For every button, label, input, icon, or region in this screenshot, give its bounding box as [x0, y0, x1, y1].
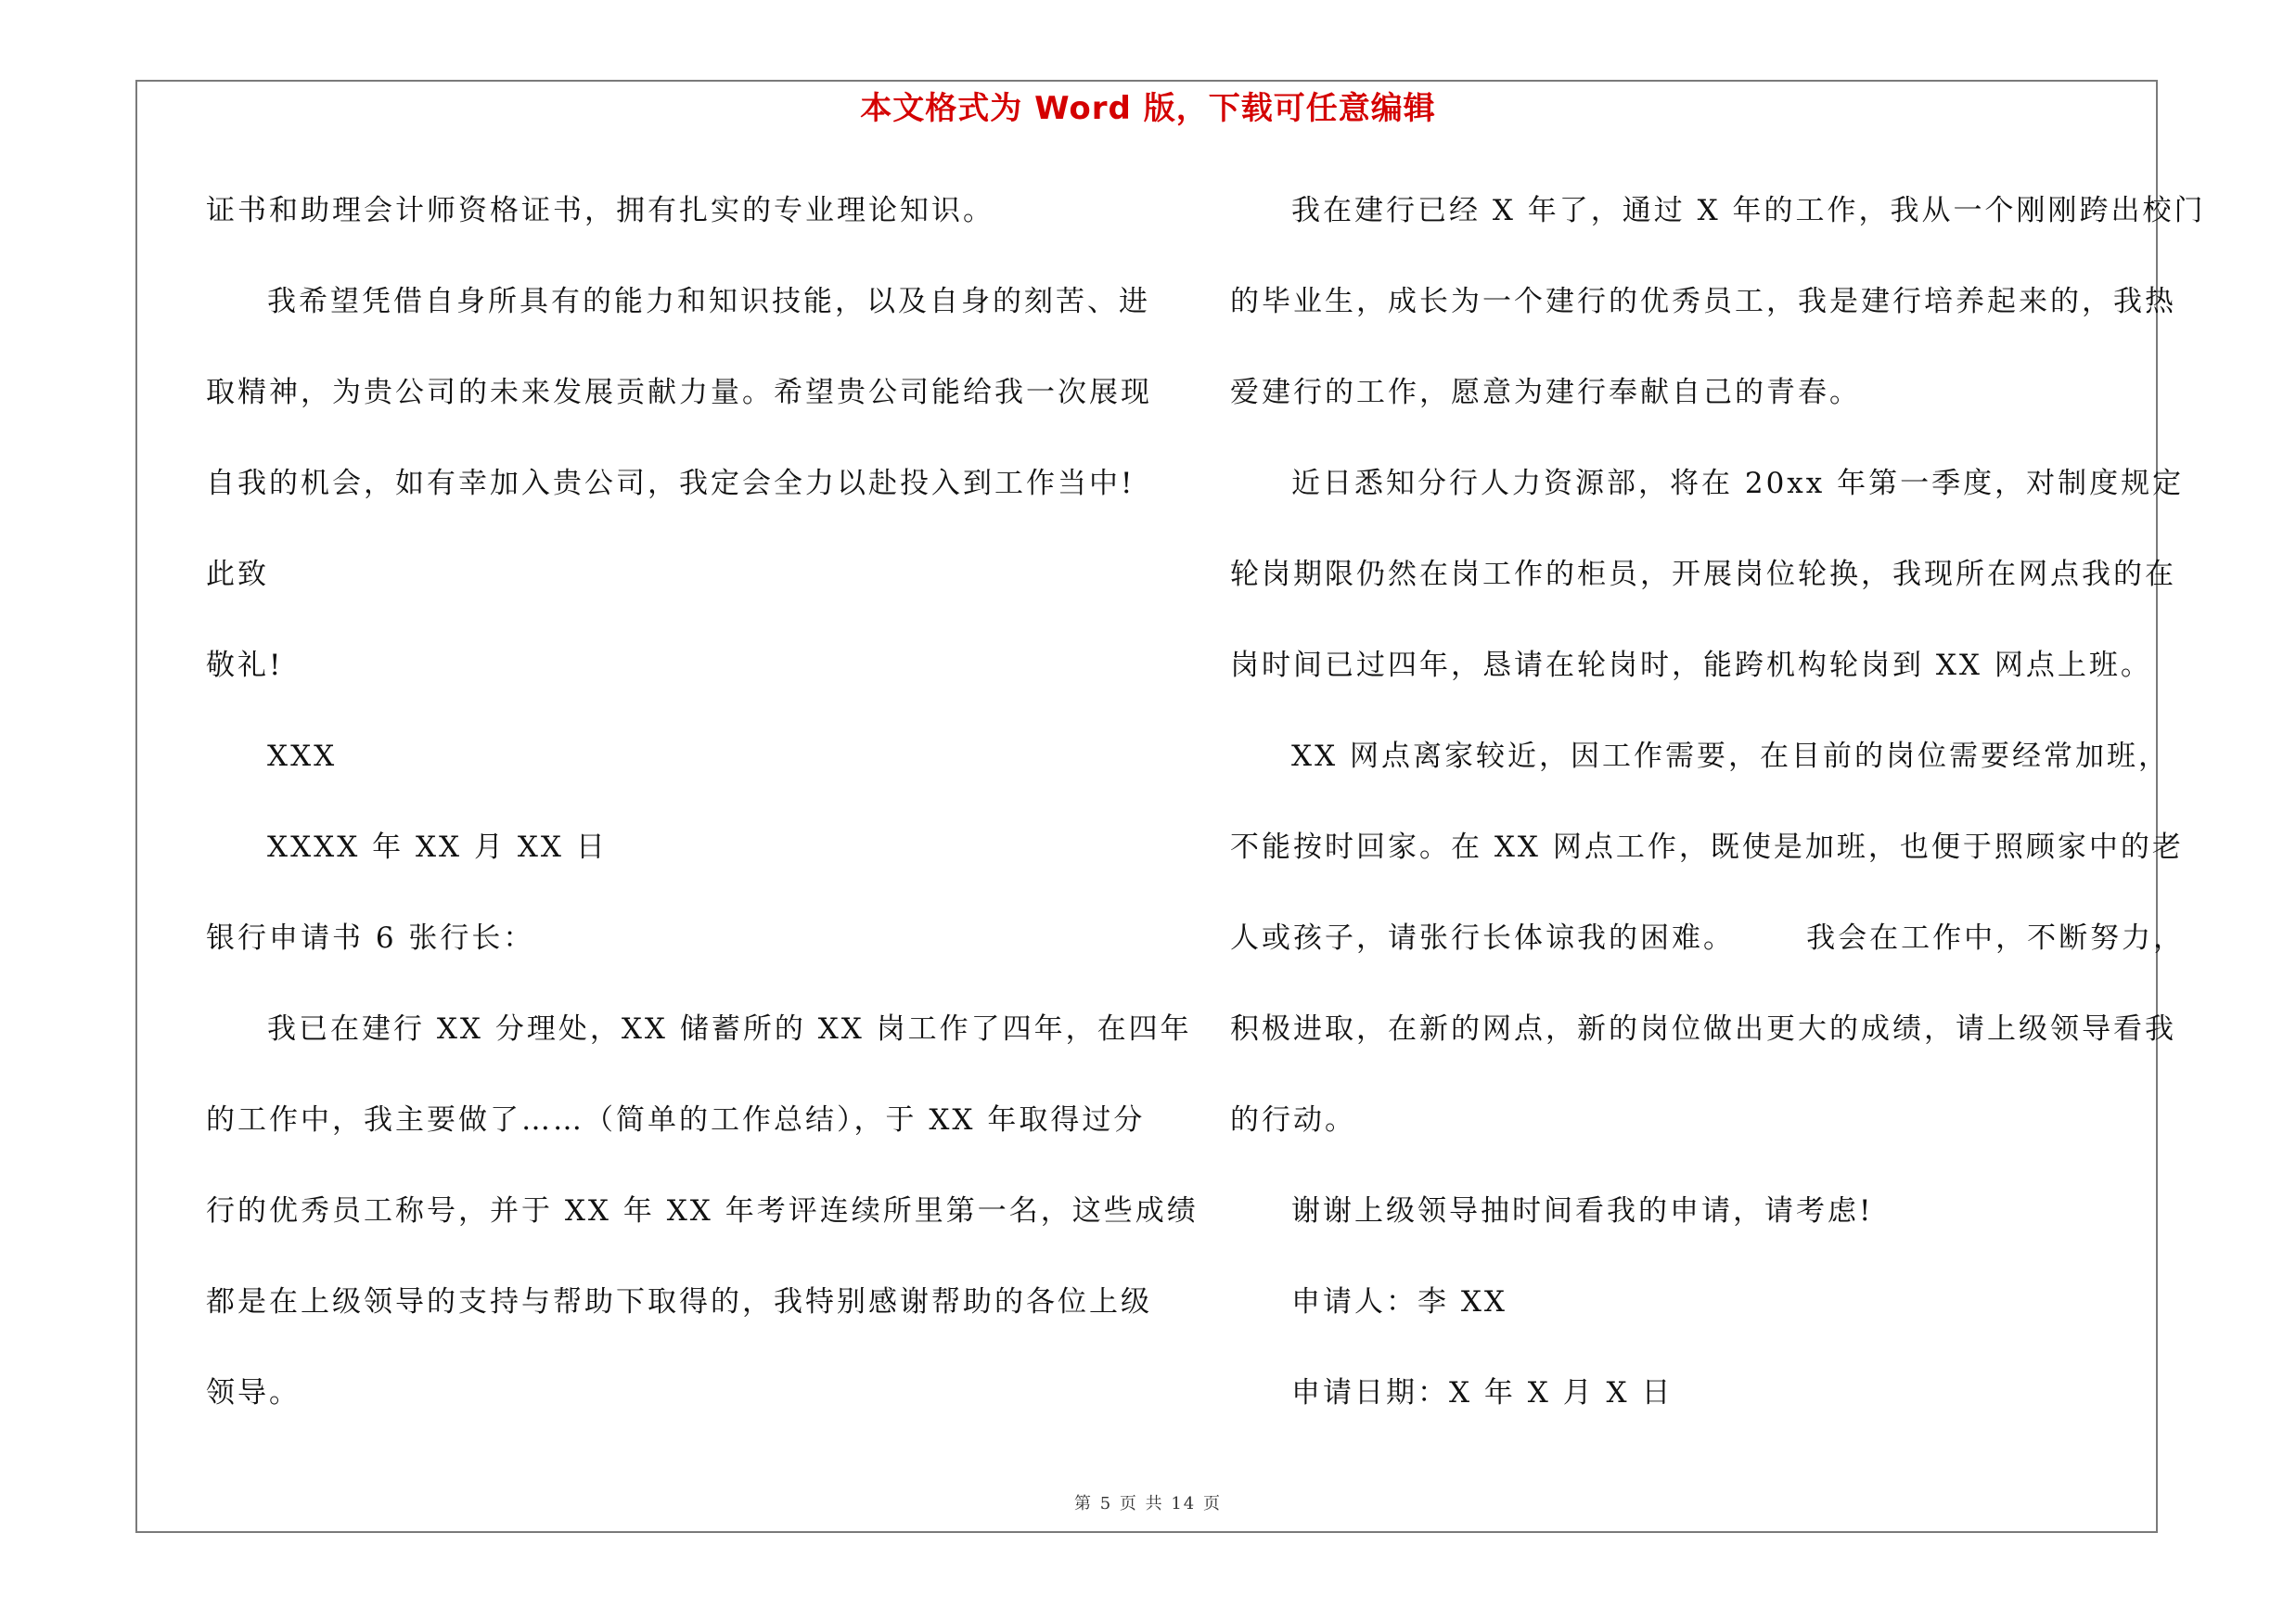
signature-date: XXXX 年 XX 月 XX 日 — [267, 831, 608, 864]
paragraph-line: 的工作中，我主要做了……（简单的工作总结），于 XX 年取得过分 — [206, 1103, 1146, 1137]
application-date: 申请日期：X 年 X 月 X 日 — [1291, 1376, 1674, 1410]
paragraph-line: 积极进取，在新的网点，新的岗位做出更大的成绩，请上级领导看我 — [1230, 1012, 2176, 1046]
closing-salutation: 此致 — [206, 558, 269, 591]
letter-heading: 银行申请书 6 张行长： — [206, 921, 535, 955]
paragraph-line: 我希望凭借自身所具有的能力和知识技能，以及自身的刻苦、进 — [267, 285, 1150, 318]
paragraph-line: 取精神，为贵公司的未来发展贡献力量。希望贵公司能给我一次展现 — [206, 376, 1152, 409]
paragraph-line: 自我的机会，如有幸加入贵公司，我定会全力以赴投入到工作当中! — [206, 467, 1135, 500]
paragraph-line: 的行动。 — [1230, 1103, 1356, 1137]
paragraph-line: 近日悉知分行人力资源部，将在 20xx 年第一季度，对制度规定 — [1291, 467, 2185, 500]
signature-name: XXX — [267, 740, 338, 773]
paragraph-line: 岗时间已过四年，恳请在轮岗时，能跨机构轮岗到 XX 网点上班。 — [1230, 649, 2152, 682]
paragraph-line: 我已在建行 XX 分理处，XX 储蓄所的 XX 岗工作了四年，在四年 — [267, 1012, 1192, 1046]
paragraph-line: 都是在上级领导的支持与帮助下取得的，我特别感谢帮助的各位上级 — [206, 1285, 1152, 1319]
paragraph-line: 证书和助理会计师资格证书，拥有扎实的专业理论知识。 — [206, 194, 994, 227]
paragraph-line: 领导。 — [206, 1376, 301, 1410]
applicant-name: 申请人：李 XX — [1291, 1285, 1507, 1319]
format-banner: 本文格式为 Word 版，下载可任意编辑 — [860, 90, 1436, 127]
paragraph-line: 人或孩子，请张行长体谅我的困难。 我会在工作中，不断努力， — [1230, 921, 2186, 955]
closing-respect: 敬礼! — [206, 649, 284, 682]
page-number: 第 5 页 共 14 页 — [1074, 1494, 1222, 1514]
left-column — [206, 184, 1199, 1457]
paragraph-line: 我在建行已经 X 年了，通过 X 年的工作，我从一个刚刚跨出校门 — [1291, 194, 2206, 227]
paragraph-line: XX 网点离家较近，因工作需要，在目前的岗位需要经常加班， — [1291, 740, 2170, 773]
paragraph-line: 的毕业生，成长为一个建行的优秀员工，我是建行培养起来的，我热 — [1230, 285, 2176, 318]
paragraph-line: 行的优秀员工称号，并于 XX 年 XX 年考评连续所里第一名，这些成绩 — [206, 1194, 1199, 1228]
paragraph-line: 轮岗期限仍然在岗工作的柜员，开展岗位轮换，我现所在网点我的在 — [1230, 558, 2176, 591]
closing-thanks: 谢谢上级领导抽时间看我的申请，请考虑! — [1291, 1194, 1874, 1228]
right-column — [1230, 184, 2206, 1457]
paragraph-line: 不能按时回家。在 XX 网点工作，既使是加班，也便于照顾家中的老 — [1230, 831, 2184, 864]
paragraph-line: 爱建行的工作，愿意为建行奉献自己的青春。 — [1230, 376, 1861, 409]
